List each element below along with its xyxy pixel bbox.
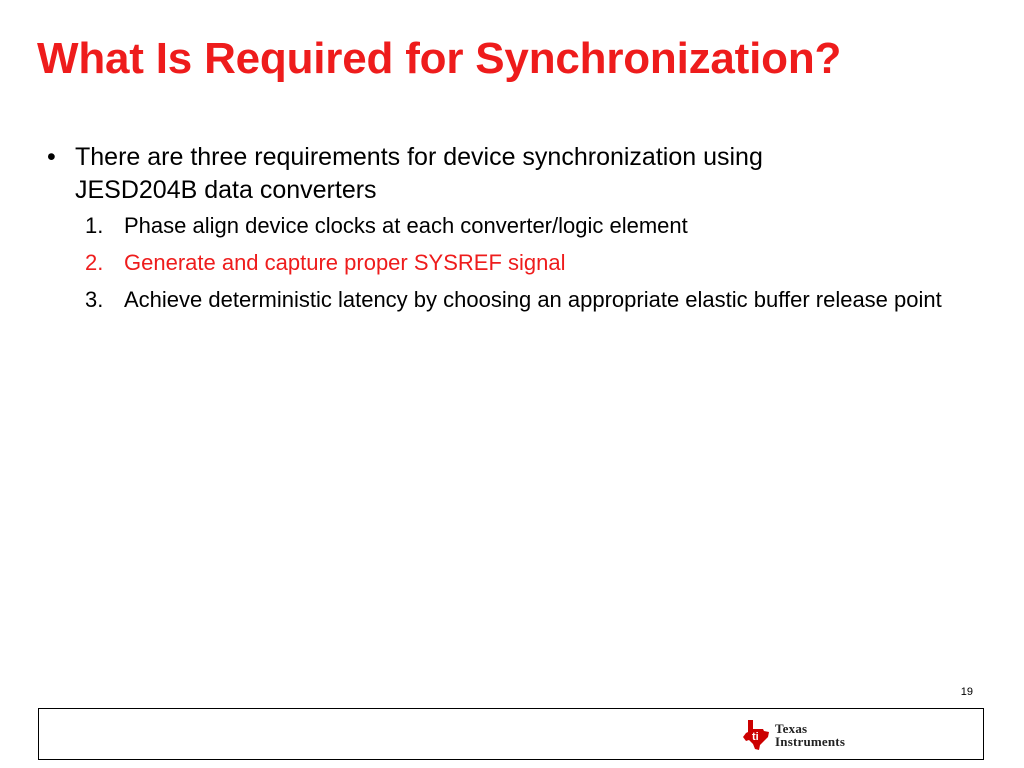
list-item bbox=[85, 248, 975, 278]
list-item-number: 1. bbox=[85, 213, 104, 238]
list-item-text: Generate and capture proper SYSREF signal bbox=[124, 250, 566, 275]
ti-wordmark-line2: Instruments bbox=[775, 734, 846, 749]
list-item-text: Achieve deterministic latency by choosing an appropriate elastic buffer release point bbox=[124, 287, 942, 312]
list-item bbox=[85, 211, 975, 241]
requirements-list bbox=[45, 211, 975, 315]
bullet-item bbox=[45, 141, 975, 207]
slide-content bbox=[45, 141, 975, 322]
list-item bbox=[85, 285, 975, 315]
svg-text:ti: ti bbox=[752, 731, 759, 743]
texas-state-icon bbox=[742, 719, 770, 751]
list-item-number: 2. bbox=[85, 250, 104, 275]
ti-wordmark bbox=[775, 722, 845, 748]
list-item-number: 3. bbox=[85, 287, 104, 312]
list-item-text: Phase align device clocks at each converter/logic element bbox=[124, 213, 688, 238]
bullet-text: There are three requirements for device synchronization using JESD204B data converters bbox=[75, 143, 763, 204]
ti-logo bbox=[742, 719, 845, 751]
page-number: 19 bbox=[960, 686, 973, 698]
bullet-marker: • bbox=[47, 143, 56, 171]
ti-wordmark-line1: Texas bbox=[775, 721, 808, 736]
slide-title: What Is Required for Synchronization? bbox=[37, 34, 842, 83]
